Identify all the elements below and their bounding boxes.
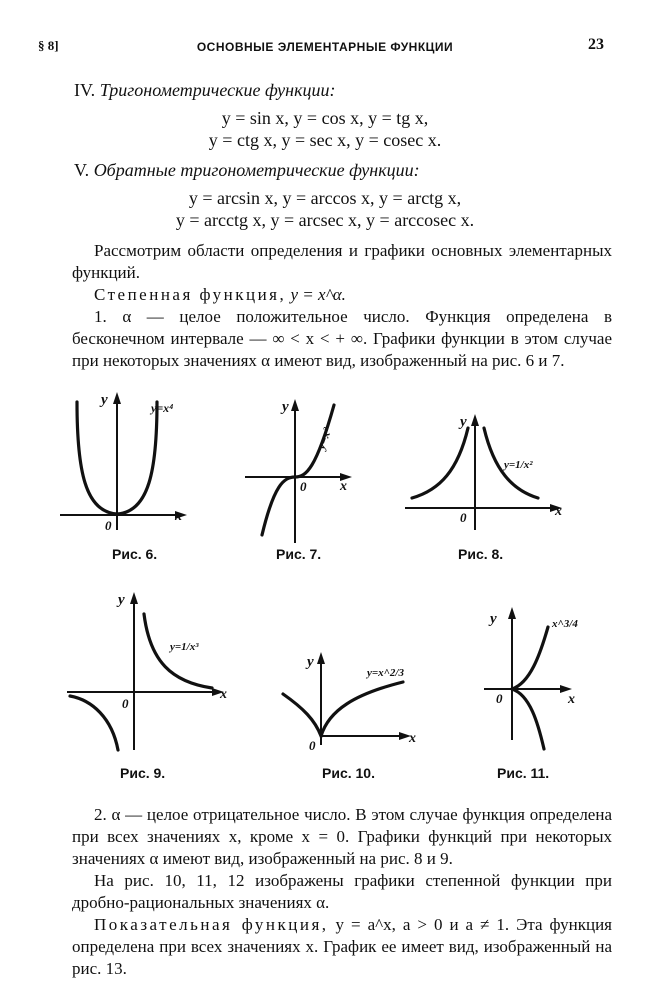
fig8-y-arrow (471, 414, 479, 426)
fig8-origin: 0 (460, 510, 467, 525)
power-function-heading (72, 284, 612, 306)
fig9-left-branch (70, 696, 118, 750)
figure-7-caption: Рис. 7. (276, 546, 322, 562)
section-v-title: Обратные тригонометрические функции: (93, 160, 420, 180)
fig7-curve-label: y=x³ (313, 425, 335, 452)
fig10-curve (283, 682, 403, 736)
figure-7-graph (240, 395, 365, 545)
fig7-y-arrow (291, 399, 299, 411)
fig10-curve-label: y=x^2/3 (367, 667, 404, 679)
fig7-x-label: x (340, 479, 347, 494)
running-title: ОСНОВНЫЕ ЭЛЕМЕНТАРНЫЕ ФУНКЦИИ (196, 40, 454, 54)
fig6-y-label: y (101, 392, 108, 408)
fig8-left-branch (412, 428, 468, 498)
fig10-x-label: x (409, 731, 416, 746)
figure-10-graph (275, 650, 425, 755)
figure-11-graph (480, 605, 585, 755)
section-v-number: V. (74, 160, 90, 180)
body-block (72, 804, 612, 980)
section-iv-number: IV. (74, 80, 96, 100)
fig6-x-label: x (175, 509, 182, 524)
fig10-y-label: y (307, 654, 314, 670)
figure-8-graph (400, 410, 575, 535)
fig9-curve-label: y=1/x³ (170, 641, 199, 653)
fig10-origin: 0 (309, 738, 316, 753)
figure-11-caption: Рис. 11. (497, 765, 550, 781)
fig11-x-label: x (568, 692, 575, 707)
section-v-heading (74, 160, 420, 181)
fig8-x-label: x (555, 504, 562, 519)
trig-formula-line-1: y = sin x, y = cos x, y = tg x, (221, 108, 429, 128)
figure-10-caption: Рис. 10. (322, 765, 375, 781)
figure-9-caption: Рис. 9. (120, 765, 166, 781)
intro-block (72, 240, 612, 372)
fig11-lower-branch (512, 689, 544, 749)
inverse-trig-formula-line-2: y = arcctg x, y = arcsec x, y = arccosec x. (175, 210, 475, 230)
power-function-formula: y = x^α. (290, 285, 346, 304)
trig-formula-line-2: y = ctg x, y = sec x, y = cosec x. (208, 130, 442, 150)
fig11-y-arrow (508, 607, 516, 619)
fig6-origin: 0 (105, 518, 112, 533)
intro-paragraph: Рассмотрим области определения и графики основных элементарных функций. (72, 241, 612, 282)
fractional-paragraph: На рис. 10, 11, 12 изображены графики степенной функции при дробно-рациональных значениях α. (72, 871, 612, 912)
fig10-y-arrow (317, 652, 325, 664)
fig7-origin: 0 (300, 479, 307, 494)
case-2-paragraph: 2. α — целое отрицательное число. В этом случае функция определена при всех значениях x, кроме x = 0. Графики функций при некоторых значениях α имеют вид, изображенный на рис. 8 и 9. (72, 805, 612, 868)
fig8-curve-label: y=1/x² (504, 459, 533, 471)
fig8-y-label: y (460, 414, 467, 430)
figure-8-caption: Рис. 8. (458, 546, 504, 562)
fig9-y-arrow (130, 592, 138, 604)
fig6-curve-label: y=x⁴ (151, 401, 174, 415)
exponential-label: Показательная функция, (94, 915, 329, 934)
fig7-curve (262, 405, 334, 535)
section-iv-title: Тригонометрические функции: (99, 80, 336, 100)
power-function-label: Степенная функция, (94, 285, 287, 304)
case-1-paragraph: 1. α — целое положительное число. Функция определена в бесконечном интервале — ∞ < x < + ∞. Графики функции в этом случае при некоторых значениях α имеют вид, изображенный на рис. 6 и 7. (72, 307, 612, 370)
section-mark: § 8] (38, 38, 59, 53)
fig11-origin: 0 (496, 691, 503, 706)
fig11-curve-label: x^3/4 (552, 618, 578, 630)
fig11-upper-branch (512, 627, 548, 689)
inverse-trig-formula-line-1: y = arcsin x, y = arccos x, y = arctg x, (188, 188, 462, 208)
figure-6-graph (55, 390, 195, 540)
section-iv-heading (74, 80, 336, 101)
figure-9-graph (62, 590, 237, 755)
fig9-origin: 0 (122, 696, 129, 711)
fig11-y-label: y (490, 611, 497, 627)
fig7-y-label: y (282, 399, 289, 415)
fig6-y-arrow (113, 392, 121, 404)
fig9-y-label: y (118, 592, 125, 608)
page-number: 23 (588, 36, 604, 53)
exponential-text: y = a^x, a > 0 и a ≠ 1. Эта функция определена при всех значениях x. График ее имеет вид, изображенный на рис. 13. (72, 915, 612, 978)
exponential-paragraph (72, 914, 612, 980)
figure-6-caption: Рис. 6. (112, 546, 158, 562)
fig9-x-label: x (220, 687, 227, 702)
